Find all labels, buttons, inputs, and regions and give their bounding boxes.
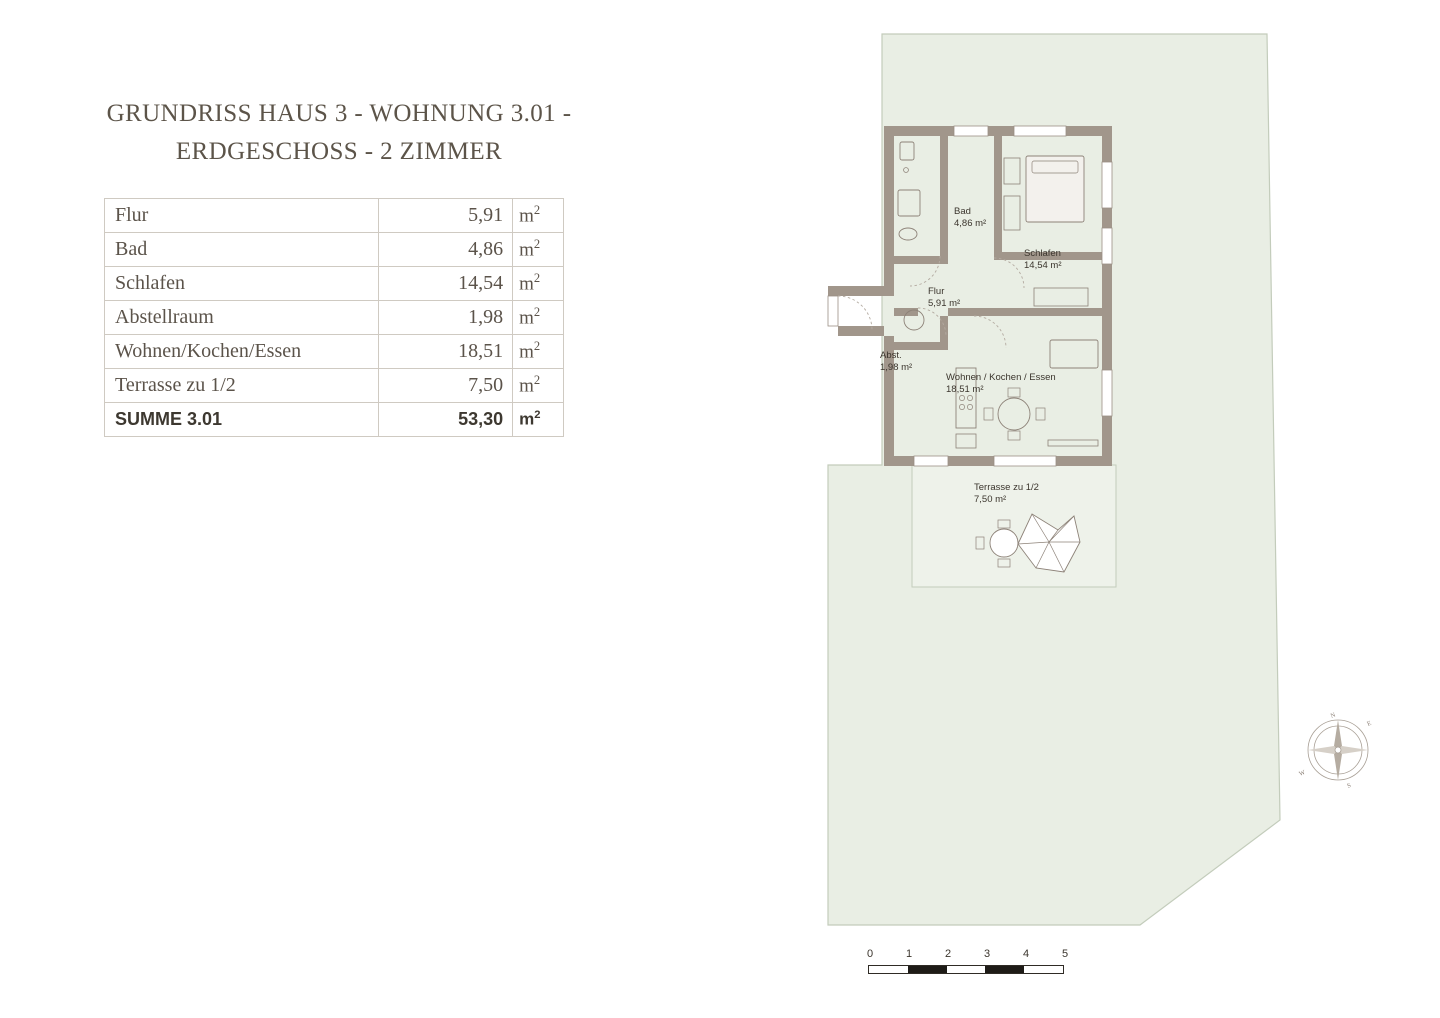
scale-segment-3	[985, 966, 1024, 973]
wardrobe-icon-2	[1004, 196, 1020, 230]
window-right-3	[1102, 370, 1112, 416]
bed-icon	[1026, 156, 1084, 222]
room-label-abstellraum	[880, 350, 912, 374]
table-row	[105, 199, 564, 233]
sum-label: SUMME 3.01	[105, 403, 379, 437]
door-terrace	[994, 456, 1056, 466]
table-row	[105, 301, 564, 335]
room-area-value: 5,91	[378, 199, 512, 233]
dining-chair-icon-3	[984, 408, 993, 420]
compass-star	[1308, 720, 1368, 780]
room-area-unit: $m^2$	[513, 199, 564, 233]
room-label-wohnen-area: 18,51 m²	[946, 384, 984, 395]
floor-plan	[818, 20, 1288, 950]
table-row	[105, 233, 564, 267]
room-label-schlafen-name: Schlafen	[1024, 248, 1061, 259]
area-table	[104, 198, 564, 437]
room-label-bad	[954, 206, 986, 230]
room-label-flur	[928, 286, 960, 310]
interior-wall-abst-bottom	[894, 342, 948, 350]
room-area-value: 7,50	[378, 369, 512, 403]
room-area-value: 1,98	[378, 301, 512, 335]
scale-tick-5: 5	[1061, 948, 1069, 960]
bathtub-icon	[900, 142, 914, 160]
terrace-chair-icon-3	[976, 537, 984, 549]
room-area-value: 14,54	[378, 267, 512, 301]
scale-bar-segments	[868, 965, 1064, 974]
interior-wall-abst-top	[894, 308, 918, 316]
door-swing-schlafen	[994, 258, 1024, 288]
scale-segment-0	[869, 966, 908, 973]
toilet-icon	[904, 168, 909, 173]
shower-icon	[898, 190, 920, 216]
page-title-line-2: ERDGESCHOSS - 2 ZIMMER	[175, 138, 503, 165]
room-label-terrasse	[974, 482, 1039, 506]
room-name: Flur	[105, 199, 379, 233]
sofa-icon	[1050, 340, 1098, 368]
parasol-icon	[1018, 514, 1080, 572]
room-label-terrasse-area: 7,50 m²	[974, 494, 1007, 505]
table-row-sum	[105, 403, 564, 437]
table-row	[105, 267, 564, 301]
scale-segment-4	[1024, 966, 1063, 973]
room-label-schlafen-area: 14,54 m²	[1024, 260, 1062, 271]
room-label-flur-area: 5,91 m²	[928, 298, 961, 309]
scale-bar	[868, 948, 1078, 982]
room-name: Wohnen/Kochen/Essen	[105, 335, 379, 369]
sink-icon	[956, 434, 976, 448]
stove-burner-4	[967, 404, 972, 409]
room-label-bad-name: Bad	[954, 206, 971, 217]
room-label-wohnen	[946, 372, 1056, 396]
nightstand-icon	[1034, 288, 1088, 306]
washbasin-icon	[899, 228, 917, 240]
room-area-unit: $m^2$	[513, 301, 564, 335]
scale-bar-ticks	[868, 948, 1078, 962]
room-area-unit: $m^2$	[513, 335, 564, 369]
scale-segment-1	[908, 966, 947, 973]
table-row	[105, 369, 564, 403]
room-label-flur-name: Flur	[928, 286, 945, 297]
compass-rose	[1288, 700, 1388, 800]
room-area-unit: $m^2$	[513, 267, 564, 301]
compass-label-south: S	[1346, 782, 1353, 790]
stove-burner-2	[967, 395, 972, 400]
window-right-2	[1102, 228, 1112, 264]
scale-tick-3: 3	[983, 948, 991, 960]
room-area-unit: $m^2$	[513, 233, 564, 267]
stove-burner-3	[959, 404, 964, 409]
page-title	[104, 95, 574, 171]
terrace-table-icon	[990, 529, 1018, 557]
dining-chair-icon-2	[1008, 431, 1020, 440]
interior-wall-bath-right	[940, 136, 948, 256]
table-row	[105, 335, 564, 369]
room-label-bad-area: 4,86 m²	[954, 218, 987, 229]
door-swing-entry	[838, 296, 872, 330]
room-label-abstellraum-area: 1,98 m²	[880, 362, 913, 373]
room-area-unit: $m^2$	[513, 369, 564, 403]
window-top-1	[954, 126, 988, 136]
compass-label-north: N	[1329, 711, 1337, 720]
dining-table-icon	[998, 398, 1030, 430]
terrace-chair-icon-2	[998, 559, 1010, 567]
tv-bench-icon	[1048, 440, 1098, 446]
room-name: Abstellraum	[105, 301, 379, 335]
room-label-terrasse-name: Terrasse zu 1/2	[974, 482, 1039, 493]
scale-segment-2	[947, 966, 986, 973]
sum-value: 53,30	[378, 403, 512, 437]
room-label-abstellraum-name: Abst.	[880, 350, 902, 361]
stove-burner-1	[959, 395, 964, 400]
room-area-value: 18,51	[378, 335, 512, 369]
wardrobe-icon-1	[1004, 158, 1020, 184]
dining-chair-icon-4	[1036, 408, 1045, 420]
entrance-door	[828, 296, 838, 326]
terrace-chair-icon-1	[998, 520, 1010, 528]
compass-label-east: E	[1366, 719, 1373, 728]
sum-unit: $m^2$	[513, 403, 564, 437]
scale-tick-1: 1	[905, 948, 913, 960]
interior-wall-schlafen-left	[994, 136, 1002, 258]
interior-wall-living-top	[1002, 308, 1102, 316]
window-top-2	[1014, 126, 1066, 136]
scale-tick-2: 2	[944, 948, 952, 960]
scale-tick-4: 4	[1022, 948, 1030, 960]
door-swing-living	[974, 316, 1006, 348]
room-name: Bad	[105, 233, 379, 267]
window-bottom-left	[914, 456, 948, 466]
room-area-value: 4,86	[378, 233, 512, 267]
room-name: Schlafen	[105, 267, 379, 301]
compass-label-west: W	[1298, 769, 1307, 778]
page-title-line-1: GRUNDRISS HAUS 3 - WOHNUNG 3.01 -	[106, 100, 572, 127]
window-right-1	[1102, 162, 1112, 208]
room-label-schlafen	[1024, 248, 1062, 272]
room-name: Terrasse zu 1/2	[105, 369, 379, 403]
room-label-wohnen-name: Wohnen / Kochen / Essen	[946, 372, 1056, 383]
scale-tick-0: 0	[866, 948, 874, 960]
